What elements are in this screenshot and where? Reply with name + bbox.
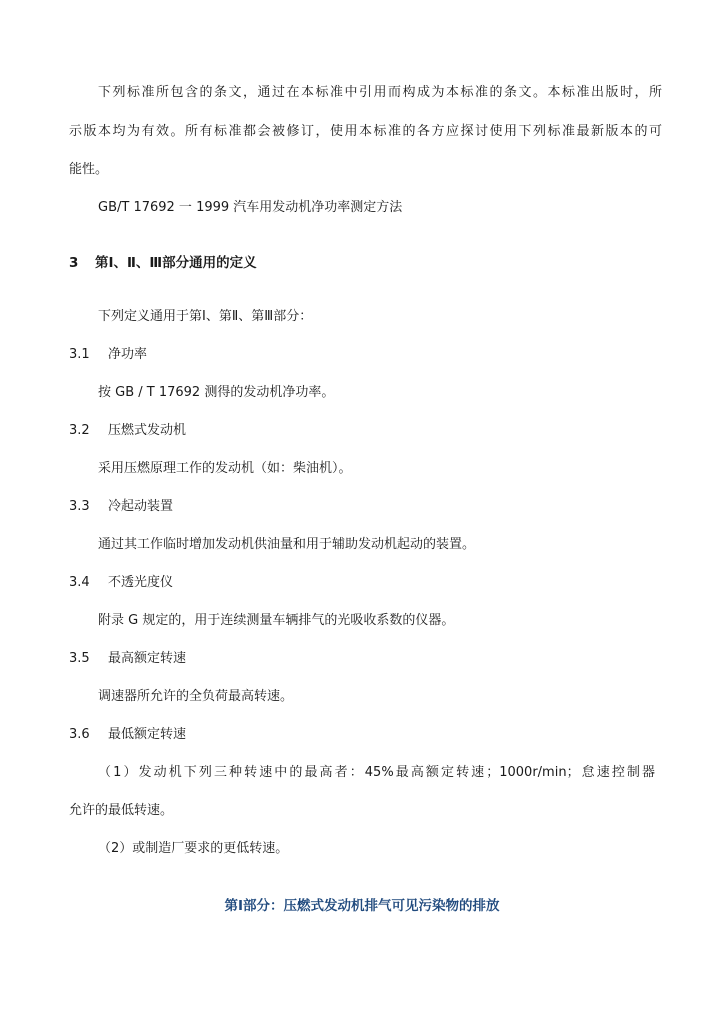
clause-heading bbox=[69, 650, 186, 668]
intro-paragraph-line: 示版本均为有效。所有标准都会被修订，使用本标准的各方应探讨使用下列标准最新版本的可 bbox=[69, 124, 662, 139]
section-number: 3 bbox=[69, 255, 79, 271]
clause-heading bbox=[69, 498, 173, 516]
clause-list-item: （1）发动机下列三种转速中的最高者：45%最高额定转速；1000r/min；怠速控制器 bbox=[98, 765, 655, 780]
clause-heading bbox=[69, 422, 186, 440]
clause-list-item-continuation: 允许的最低转速。 bbox=[69, 803, 174, 818]
clause-list-item: （2）或制造厂要求的更低转速。 bbox=[98, 841, 289, 856]
part-heading: 第Ⅰ部分：压燃式发动机排气可见污染物的排放 bbox=[224, 898, 500, 914]
clause-definition: 调速器所允许的全负荷最高转速。 bbox=[98, 689, 294, 704]
clause-number: 3.2 bbox=[69, 423, 90, 438]
section-title: 第Ⅰ、Ⅱ、Ⅲ部分通用的定义 bbox=[95, 255, 257, 271]
clause-definition: 按 GB / T 17692 测得的发动机净功率。 bbox=[98, 385, 335, 400]
intro-paragraph-line: 能性。 bbox=[69, 162, 109, 177]
clause-number: 3.1 bbox=[69, 347, 90, 362]
clause-number: 3.6 bbox=[69, 727, 90, 742]
normative-reference: GB/T 17692 一 1999 汽车用发动机净功率测定方法 bbox=[98, 200, 403, 215]
clause-heading bbox=[69, 346, 147, 364]
clause-term: 冷起动装置 bbox=[108, 499, 174, 514]
clause-term: 不透光度仪 bbox=[108, 575, 174, 590]
clause-heading bbox=[69, 726, 186, 744]
clause-term: 净功率 bbox=[108, 347, 148, 362]
section-lead: 下列定义通用于第Ⅰ、第Ⅱ、第Ⅲ部分： bbox=[98, 309, 313, 324]
clause-number: 3.4 bbox=[69, 575, 90, 590]
clause-term: 最低额定转速 bbox=[108, 727, 187, 742]
clause-definition: 通过其工作临时增加发动机供油量和用于辅助发动机起动的装置。 bbox=[98, 537, 476, 552]
intro-paragraph-line: 下列标准所包含的条文，通过在本标准中引用而构成为本标准的条文。本标准出版时，所 bbox=[98, 85, 662, 100]
clause-term: 压燃式发动机 bbox=[108, 423, 187, 438]
clause-number: 3.5 bbox=[69, 651, 90, 666]
section-heading bbox=[69, 254, 257, 272]
clause-number: 3.3 bbox=[69, 499, 90, 514]
clause-term: 最高额定转速 bbox=[108, 651, 187, 666]
clause-heading bbox=[69, 574, 173, 592]
clause-definition: 附录 G 规定的，用于连续测量车辆排气的光吸收系数的仪器。 bbox=[98, 613, 455, 628]
clause-definition: 采用压燃原理工作的发动机（如：柴油机）。 bbox=[98, 461, 352, 476]
